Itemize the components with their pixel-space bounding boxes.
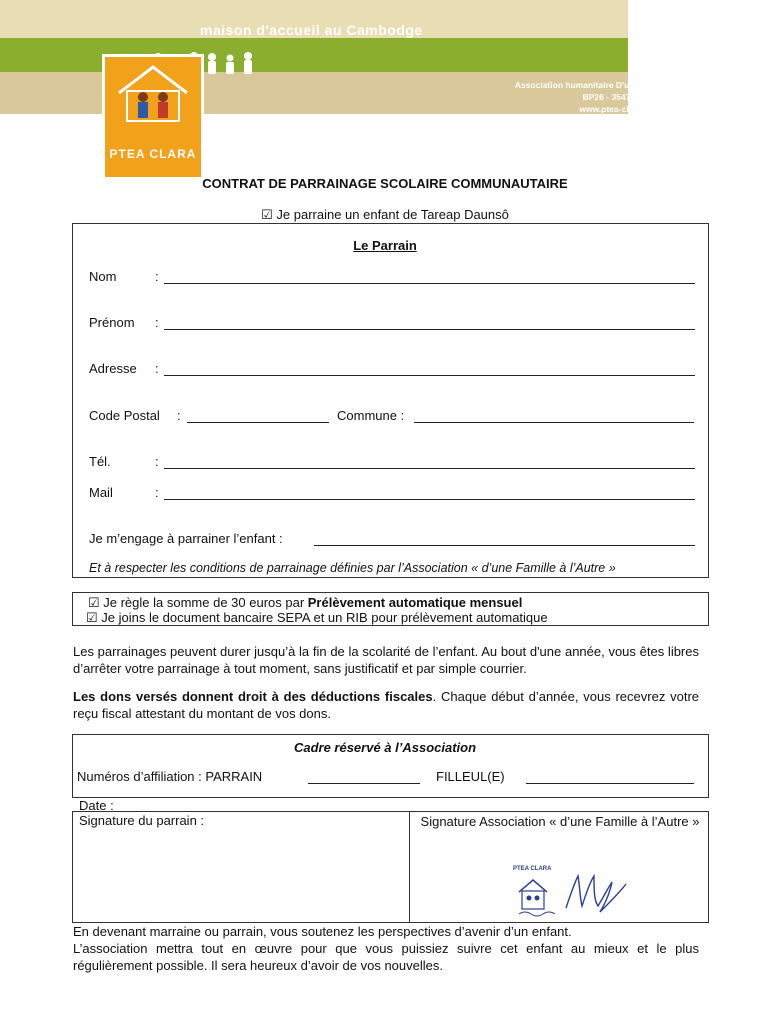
association-stamp (505, 864, 561, 920)
prelevement-bold: Prélèvement automatique mensuel (307, 595, 523, 610)
adresse-label: Adresse (89, 361, 137, 376)
association-signature-image (560, 866, 630, 916)
date-label: Date : (79, 798, 114, 813)
logo-name: PTEA CLARA (109, 147, 197, 161)
nom-colon: : (155, 269, 159, 284)
filleul-number-field[interactable] (526, 783, 694, 784)
sepa-checkbox[interactable]: ☑ Je joins le document bancaire SEPA et un RIB pour prélèvement automatique (86, 610, 548, 625)
mail-colon: : (155, 485, 159, 500)
commune-label: Commune : (337, 408, 405, 423)
prelevement-checkbox[interactable] (88, 595, 522, 611)
tel-label: Tél. (89, 454, 111, 469)
banner-address-line-2: BP26 - 35470 Brétignolles Sur Mer - France (582, 92, 756, 102)
tax-bold-text: Les dons versés donnent droit à des déductions fiscales (73, 689, 433, 704)
mail-field[interactable] (164, 499, 695, 500)
prenom-label: Prénom (89, 315, 135, 330)
banner-subtitle: maison d'accueil au Cambodge (200, 22, 423, 38)
mail-label: Mail (89, 485, 113, 500)
prelevement-text: ☑ Je règle la somme de 30 euros par (88, 595, 308, 610)
parrain-heading: Le Parrain (353, 238, 417, 253)
nom-label: Nom (89, 269, 117, 284)
contract-title: CONTRAT DE PARRAINAGE SCOLAIRE COMMUNAUTAIRE (202, 176, 568, 191)
prenom-colon: : (155, 315, 159, 330)
parrain-number-field[interactable] (308, 783, 420, 784)
banner-address-line-3: www.ptea-clara.com - ptea-clara@hotmail.fr (579, 104, 756, 114)
nom-field[interactable] (164, 283, 695, 284)
stamp-name: PTEA CLARA (513, 866, 552, 872)
association-signature-label: Signature Association « d’une Famille à l’Autre » (420, 814, 700, 829)
signature-divider (409, 811, 410, 923)
adresse-field[interactable] (164, 375, 695, 376)
stamp-house-icon (505, 864, 561, 920)
footer-line-1: En devenant marraine ou parrain, vous soutenez les perspectives d’avenir d’un enfant. (73, 924, 572, 939)
engage-label: Je m’engage à parrainer l’enfant : (89, 531, 283, 546)
sponsor-choice-checkbox[interactable]: ☑ Je parraine un enfant de Tareap Daunsô (261, 207, 509, 222)
code-postal-field[interactable] (187, 422, 329, 423)
tel-colon: : (155, 454, 159, 469)
association-heading: Cadre réservé à l’Association (293, 740, 477, 755)
footer-line-2: L’association mettra tout en œuvre pour que vous puissiez suivre cet enfant au mieux et le plus régulièrement possible. Il sera heureux d’avoir de vos nouvelles. (73, 941, 699, 973)
ptea-clara-logo (102, 54, 204, 180)
parrain-signature-label: Signature du parrain : (79, 813, 205, 828)
tel-field[interactable] (164, 468, 695, 469)
tax-paragraph (73, 688, 699, 722)
conditions-text: Et à respecter les conditions de parrainage définies par l’Association « d’une Famille à l’Autre » (89, 561, 616, 575)
affiliation-label: Numéros d’affiliation : PARRAIN (77, 769, 263, 784)
duration-paragraph: Les parrainages peuvent durer jusqu’à la fin de la scolarité de l’enfant. Au bout d'une année, vous êtes libres d’arrêter votre parrainage à tout moment, sans justificatif et par simple courrier. (73, 644, 699, 676)
filleul-label: FILLEUL(E) (436, 769, 505, 784)
commune-field[interactable] (414, 422, 694, 423)
parrain-section (72, 223, 709, 578)
header-banner (0, 0, 756, 114)
code-postal-label: Code Postal (89, 408, 160, 423)
house-children-icon (105, 63, 201, 123)
prenom-field[interactable] (164, 329, 695, 330)
banner-address-line-1: Association humanitaire D'une Famille à l'Autre - Ptea Clara (514, 80, 756, 90)
adresse-colon: : (155, 361, 159, 376)
code-postal-colon: : (177, 408, 181, 423)
enfant-field[interactable] (314, 545, 695, 546)
tax-rest-text: . Chaque début d’année, vous recevrez votre reçu fiscal attestant du montant de vos dons. (73, 689, 699, 721)
parrain-signature-area[interactable] (72, 830, 409, 922)
